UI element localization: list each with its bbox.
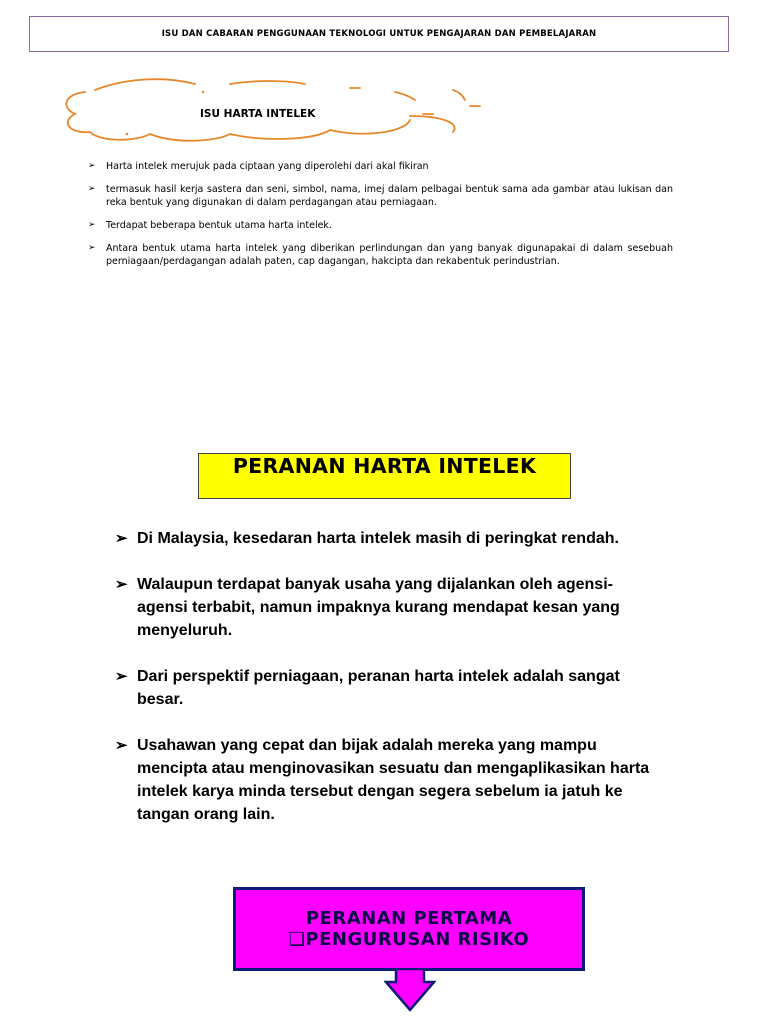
cloud-title: ISU HARTA INTELEK [200, 108, 316, 120]
role-point: ➢ Walaupun terdapat banyak usaha yang dijalankan oleh agensi-agensi terbabit, namun impaknya kurang mendapat kesan yang menyeluruh. [115, 573, 660, 642]
intro-list [88, 160, 673, 278]
header-title: ISU DAN CABARAN PENGGUNAAN TEKNOLOGI UNTUK PENGAJARAN DAN PEMBELAJARAN [161, 29, 597, 39]
down-arrow-icon [384, 968, 436, 1012]
role-point: ➢ Usahawan yang cepat dan bijak adalah mereka yang mampu mencipta atau menginovasikan sesuatu dan mengaplikasikan harta intelek karya minda tersebut dengan segera sebelum ia jatuh ke tangan orang lain. [115, 734, 660, 826]
role-points-list [115, 527, 660, 849]
arrow-bullet-icon: ➢ [88, 220, 96, 230]
arrow-bullet-icon: ➢ [88, 184, 96, 194]
arrow-bullet-icon: ➢ [88, 161, 96, 171]
checkbox-bullet-icon: ❑ [288, 929, 306, 950]
arrow-bullet-icon: ➢ [115, 530, 128, 547]
role-section-title: PERANAN HARTA INTELEK [232, 454, 537, 478]
intro-point: ➢ termasuk hasil kerja sastera dan seni, simbol, nama, imej dalam pelbagai bentuk sama ada gambar atau lukisan dan reka bentuk yang digunakan di dalam perdagangan atau perniagaan. [88, 184, 673, 208]
intro-point: ➢ Harta intelek merujuk pada ciptaan yang diperolehi dari akal fikiran [88, 161, 429, 172]
arrow-bullet-icon: ➢ [115, 668, 128, 685]
arrow-bullet-icon: ➢ [88, 243, 96, 253]
intro-point: ➢ Terdapat beberapa bentuk utama harta intelek. [88, 220, 332, 231]
arrow-bullet-icon: ➢ [115, 576, 128, 593]
first-role-title: PERANAN PERTAMA [305, 908, 513, 929]
arrow-bullet-icon: ➢ [115, 737, 128, 754]
role-point: ➢ Di Malaysia, kesedaran harta intelek masih di peringkat rendah. [115, 527, 660, 550]
first-role-box [233, 887, 585, 971]
role-section-title-box [198, 453, 571, 499]
role-point: ➢ Dari perspektif perniagaan, peranan harta intelek adalah sangat besar. [115, 665, 660, 711]
header-box [29, 16, 729, 52]
first-role-item: ❑PENGURUSAN RISIKO [288, 929, 530, 950]
intro-point: ➢ Antara bentuk utama harta intelek yang diberikan perlindungan dan yang banyak digunapakai di dalam sesebuah perniagaan/perdagangan adalah paten, cap dagangan, hakcipta dan rekabentuk perindustrian. [88, 243, 673, 267]
